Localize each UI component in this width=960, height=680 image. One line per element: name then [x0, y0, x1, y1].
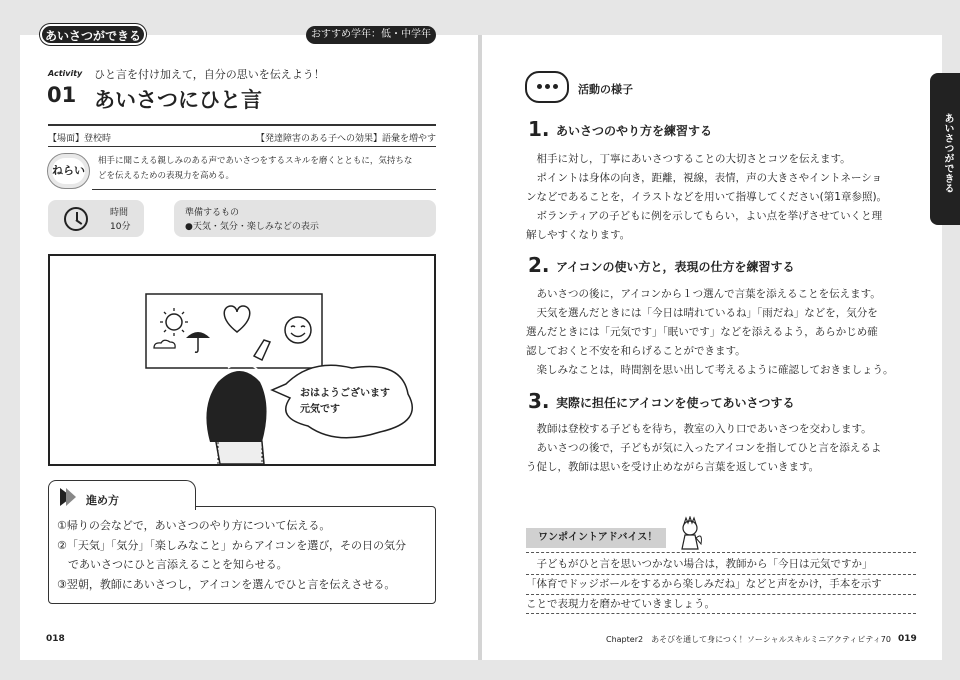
section-title: 活動の様子 [578, 83, 633, 96]
scene-label: 【場面】登校時 [48, 134, 112, 144]
classroom-illustration [50, 256, 434, 464]
speech-bubble-icon [525, 71, 569, 103]
step-paragraph-line: 解しやすくなります。 [526, 229, 631, 241]
advice-line: 「体育でドッジボールをするから楽しみだね」などと声をかけ，手本を示す [526, 578, 882, 590]
right-page-number: 019 [898, 634, 917, 644]
step-paragraph-line: 楽しみなことは，時間割を思い出して考えるように確認しておきましょう。 [526, 364, 894, 376]
time-value: 10分 [110, 222, 131, 232]
step-paragraph-line: ポイントは身体の向き，距離，視線，表情，声の大きさやイントネーショ [526, 172, 883, 184]
howto-line: ③翌朝，教師にあいさつし，アイコンを選んでひと言を伝えさせる。 [57, 578, 396, 591]
meta-rule [48, 146, 436, 147]
step-paragraph-line: う促し，教師は思いを受け止めながら言葉を返していきます。 [526, 461, 820, 473]
step-number: 2. [528, 253, 550, 277]
advice-divider [526, 574, 916, 575]
time-label: 時間 [110, 208, 129, 218]
speech-bubble [272, 365, 412, 438]
fairy-mascot-icon [676, 516, 704, 552]
chapter-side-tab [930, 73, 960, 225]
activity-number: 01 [47, 83, 77, 107]
book-spine [478, 35, 482, 660]
activity-label: Activity [48, 69, 83, 78]
step-paragraph-line: 相手に対し，丁寧にあいさつすることの大切さとコツを伝えます。 [526, 153, 851, 165]
step-paragraph-line: 選んだときには「元気です」「眠いです」などを添えるよう，あらかじめ確 [526, 326, 878, 338]
advice-line: 子どもがひと言を思いつかない場合は，教師から「今日は元気ですか」 [526, 558, 873, 570]
step-paragraph-line: ボランティアの子どもに例を示してもらい，よい点を挙げさせていくと理 [526, 210, 883, 222]
icon-board [146, 294, 322, 368]
howto-line: であいさつにひと言添えることを知らせる。 [57, 558, 288, 571]
advice-divider [526, 552, 916, 553]
howto-line: ②「天気」「気分」「楽しみなこと」からアイコンを選び，その日の気分 [57, 539, 406, 552]
step-paragraph-line: ンなどであることを，イラストなどを用いて指導してください(第1章参照)。 [526, 191, 888, 203]
advice-label: ワンポイントアドバイス！ [526, 528, 666, 548]
step-title: あいさつのやり方を練習する [556, 124, 713, 138]
speech-line-2: 元気です [300, 404, 340, 415]
nerai-line: どを伝えるための表現力を高める。 [98, 171, 235, 181]
step-title: 実際に担任にアイコンを使ってあいさつする [556, 396, 795, 410]
activity-title: あいさつにひと言 [94, 88, 262, 112]
advice-line: ことで表現力を磨かせていきましょう。 [526, 598, 715, 610]
clock-icon [64, 207, 88, 231]
step-number: 1. [528, 117, 550, 141]
howto-line: ①帰りの会などで，あいさつのやり方について伝える。 [57, 519, 331, 532]
nerai-rule [92, 189, 436, 190]
step-paragraph-line: あいさつの後に，アイコンから１つ選んで言葉を添えることを伝えます。 [526, 288, 881, 300]
side-tab-label: あいさつができる [942, 113, 953, 193]
nerai-text [98, 154, 438, 184]
step-paragraph-line: あいさつの後で，子どもが気に入ったアイコンを指してひと言を添えるよ [526, 442, 882, 454]
howto-title: 進め方 [86, 494, 119, 507]
step-title: アイコンの使い方と，表現の仕方を練習する [556, 260, 795, 274]
effect-label: 【発達障害のある子への効果】語彙を増やす [256, 134, 437, 144]
left-page-number: 018 [46, 634, 65, 644]
play-arrow-icon [58, 487, 78, 507]
advice-divider [526, 613, 916, 614]
grade-badge: おすすめ学年：低・中学年 [306, 26, 436, 44]
speech-line-1: おはようございます [300, 388, 390, 399]
title-rule [48, 124, 436, 126]
step-number: 3. [528, 389, 550, 413]
prep-value: ●天気・気分・楽しみなどの表示 [185, 222, 319, 232]
illustration-panel [48, 254, 436, 466]
step-paragraph-line: 認しておくと不安を和らげることができます。 [526, 345, 746, 357]
activity-subtitle: ひと言を付け加えて，自分の思いを伝えよう！ [94, 68, 325, 81]
step-paragraph-line: 天気を選んだときには「今日は晴れているね」「雨だね」などを，気分を [526, 307, 878, 319]
nerai-line: 相手に聞こえる親しみのある声であいさつをするスキルを磨くとともに，気持ちな [98, 156, 413, 166]
category-chip: あいさつができる [40, 24, 146, 45]
nerai-badge: ねらい [47, 153, 90, 189]
advice-divider [526, 594, 916, 595]
prep-label: 準備するもの [185, 208, 240, 218]
chapter-footer: Chapter2 あそびを通して身につく！ソーシャルスキルミニアクティビティ70 [606, 635, 891, 644]
step-paragraph-line: 教師は登校する子どもを待ち，教室の入り口であいさつを交わします。 [526, 423, 872, 435]
